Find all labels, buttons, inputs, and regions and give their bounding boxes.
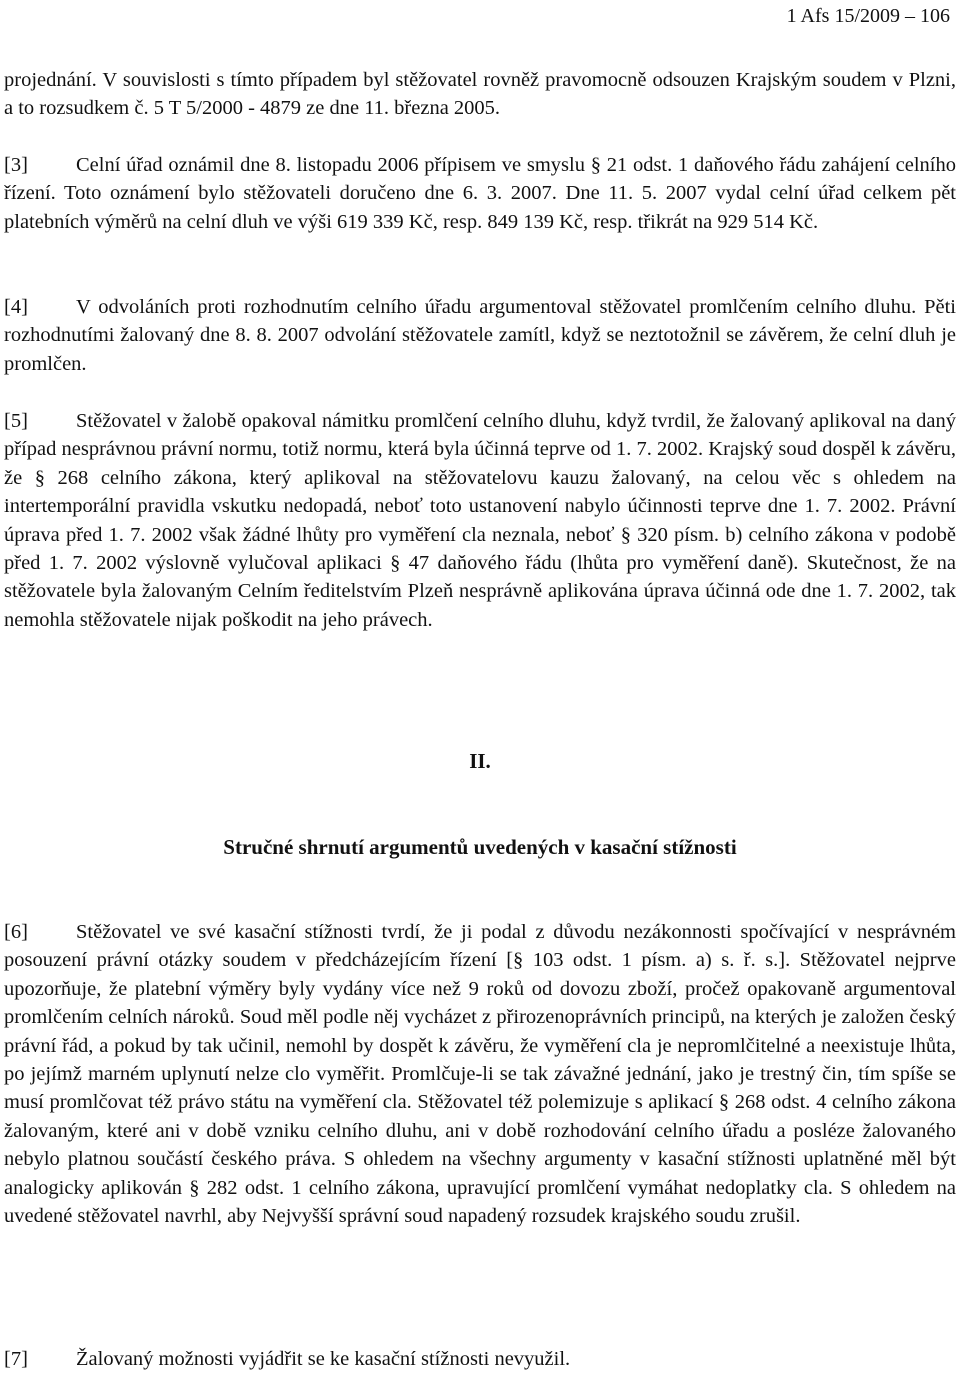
case-reference: 1 Afs 15/2009 – 106 [786,5,950,27]
paragraph-text: Žalovaný možnosti vyjádřit se ke kasační stížnosti nevyužil. [76,1348,571,1370]
paragraph-number: [7] [4,1348,28,1370]
paragraph-3 [4,151,956,236]
paragraph-number: [5] [4,410,28,432]
paragraph-number: [3] [4,154,28,176]
paragraph-number: [4] [4,296,28,318]
paragraph-text: Stěžovatel v žalobě opakoval námitku promlčení celního dluhu, když tvrdil, že žalovaný aplikoval na daný případ nesprávnou právní normu, totiž normu, která byla účinná teprve od 1. 7. 2002. Krajský soud dospěl k závěru, že § 268 celního zákona, který aplikoval na stěžovatelovu kauzu žalovaný, na celou věc s ohledem na intertemporální pravidla vskutku nedopadá, neboť toto ustanovení nabylo účinnosti teprve dne 1. 7. 2002. Právní úprava před 1. 7. 2002 však žádné lhůty pro vyměření cla neznala, neboť § 320 písm. b) celního zákona v podobě před 1. 7. 2002 výslovně vylučoval aplikaci § 47 daňového řádu (lhůta pro vyměření daně). Skutečnost, že na stěžovatele byla žalovaným Celním ředitelstvím Plzeň nesprávně aplikována úprava účinná ode dne 1. 7. 2002, tak nemohla stěžovatele nijak poškodit na jeho právech. [4,410,956,631]
paragraph-continuation [4,66,956,123]
paragraph-7 [4,1345,956,1373]
paragraph-number: [6] [4,921,28,943]
section-numeral: II. [469,749,491,773]
paragraph-text: Celní úřad oznámil dne 8. listopadu 2006 přípisem ve smyslu § 21 odst. 1 daňového řádu zahájení celního řízení. Toto oznámení bylo stěžovateli doručeno dne 6. 3. 2007. Dne 11. 5. 2007 vydal celní úřad celkem pět platebních výměrů na celní dluh ve výši 619 339 Kč, resp. 849 139 Kč, resp. třikrát na 929 514 Kč. [4,154,956,233]
paragraph-5 [4,407,956,634]
paragraph-text: V odvoláních proti rozhodnutím celního úřadu argumentoval stěžovatel promlčením celního dluhu. Pěti rozhodnutími žalovaný dne 8. 8. 2007 odvolání stěžovatele zamítl, když se neztotožnil se závěrem, že celní dluh je promlčen. [4,296,956,375]
paragraph-text: Stěžovatel ve své kasační stížnosti tvrdí, že ji podal z důvodu nezákonnosti spočívající v nesprávném posouzení právní otázky soudem v předcházejícím řízení [§ 103 odst. 1 písm. a) s. ř. s.]. Stěžovatel nejprve upozorňuje, že platební výměry byly vydány více než 9 roků od dovozu zboží, pročež opakovaně argumentoval promlčením celních nároků. Soud měl podle něj vycházet z přirozenoprávních principů, na kterých je založen český právní řád, a pokud by tak učinil, nemohl by dospět k závěru, že vyměření cla je nepromlčitelné a neexistuje lhůta, po jejímž marném uplynutí nelze clo vyměřit. Promlčuje-li se tak závažné jednání, jako je trestný čin, tím spíše se musí promlčovat též právo státu na vyměření cla. Stěžovatel též polemizuje s aplikací § 268 odst. 4 celního zákona žalovaným, které ani v době vzniku celního dluhu, ani v době rozhodování celního úřadu a posléze žalovaného nebylo platnou součástí českého práva. S ohledem na všechny argumenty v kasační stížnosti uplatněné měl být analogicky aplikován § 282 odst. 1 celního zákona, upravující promlčení vymáhat nedoplatky cla. S ohledem na uvedené stěžovatel navrhl, aby Nejvyšší správní soud napadený rozsudek krajského soudu zrušil. [4,921,956,1228]
paragraph-4 [4,293,956,378]
section-title: Stručné shrnutí argumentů uvedených v kasační stížnosti [223,835,737,859]
paragraph-6 [4,918,956,1230]
paragraph-text: projednání. V souvislosti s tímto případem byl stěžovatel rovněž pravomocně odsouzen Krajským soudem v Plzni, a to rozsudkem č. 5 T 5/2000 - 4879 ze dne 11. března 2005. [4,69,956,120]
